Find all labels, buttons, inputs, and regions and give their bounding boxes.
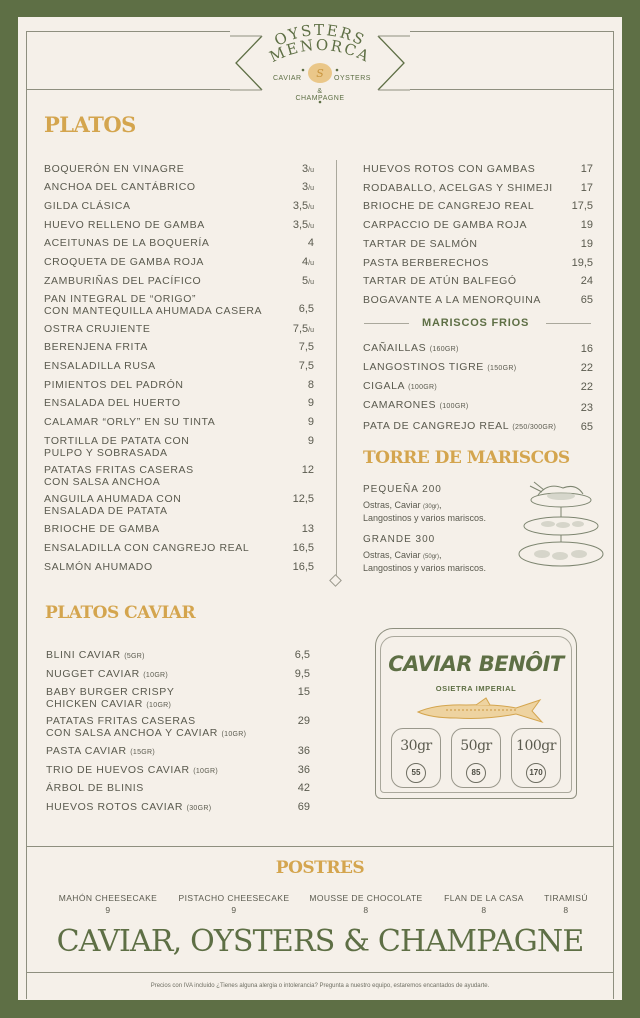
menu-item-name: BERENJENA FRITA: [44, 341, 148, 353]
mariscos-rule-left: [364, 323, 409, 324]
menu-item-name: CALAMAR “ORLY” EN SU TINTA: [44, 416, 216, 428]
caviar-tin-price: 170: [526, 763, 546, 783]
svg-text:OYSTERS: OYSTERS: [271, 20, 369, 50]
menu-item-price: 8: [307, 379, 314, 391]
menu-item-price: 19: [580, 219, 593, 232]
menu-item-price: 22: [580, 381, 593, 393]
caviar-benoit-subtitle: OSIETRA IMPERIAL: [435, 684, 517, 693]
menu-item-price: 69: [297, 801, 310, 813]
menu-item-name: TARTAR DE SALMÓN: [363, 237, 478, 250]
menu-item-name: ÁRBOL DE BLINIS: [46, 782, 144, 794]
dessert-name: FLAN DE LA CASA: [444, 893, 524, 903]
menu-item-name: CAÑAILLAS (160GR): [363, 342, 459, 354]
menu-item-price: 6,5: [294, 649, 310, 661]
dessert-name: MOUSSE DE CHOCOLATE: [309, 893, 423, 903]
menu-item-name: CIGALA (100GR): [363, 380, 438, 392]
postres-divider: [26, 846, 614, 847]
menu-item-name: HUEVOS ROTOS CAVIAR (30GR): [46, 801, 212, 813]
menu-item-name: SALMÓN AHUMADO: [44, 561, 153, 573]
dessert-item: [496, 892, 636, 916]
platos-caviar-title: PLATOS CAVIAR: [45, 603, 196, 623]
menu-item-name: PIMIENTOS DEL PADRÓN: [44, 379, 184, 391]
menu-item-price: 65: [580, 293, 593, 306]
menu-item-name: PATATAS FRITAS CASERAS CON SALSA ANCHOA: [44, 464, 194, 488]
caviar-tin-size: 50gr: [460, 738, 492, 754]
menu-item-price: 23: [580, 402, 593, 414]
menu-item-price: 3,5/u: [292, 200, 314, 212]
menu-item-price: 9: [307, 416, 314, 428]
torre-pequena-desc: Ostras, Caviar (30gr), Langostinos y varios mariscos.: [363, 500, 487, 523]
column-divider: [336, 160, 337, 578]
menu-item-name: LANGOSTINOS TIGRE (150GR): [363, 361, 517, 373]
menu-item-name: BOGAVANTE A LA MENORQUINA: [363, 293, 541, 306]
menu-item-name: CAMARONES (100GR): [363, 399, 469, 411]
postres-title: POSTRES: [275, 858, 365, 878]
caviar-tin-size: 100gr: [516, 738, 556, 754]
menu-item-name: BABY BURGER CRISPY CHICKEN CAVIAR (10GR): [46, 686, 175, 710]
menu-item-price: 36: [297, 764, 310, 776]
menu-item-price: 7,5: [298, 360, 314, 372]
menu-item-name: TORTILLA DE PATATA CON PULPO Y SOBRASADA: [44, 435, 190, 459]
menu-item-price: 4/u: [302, 256, 314, 268]
slogan: CAVIAR, OYSTERS & CHAMPAGNE: [56, 924, 584, 959]
dessert-name: TIRAMISÚ: [544, 893, 588, 903]
menu-item-name: RODABALLO, ACELGAS Y SHIMEJI: [363, 181, 553, 194]
menu-item-price: 3/u: [302, 163, 314, 175]
menu-item-price: 3,5/u: [292, 219, 314, 231]
torre-grande-desc: Ostras, Caviar (50gr), Langostinos y varios mariscos.: [363, 550, 487, 573]
menu-item-name: GILDA CLÁSICA: [44, 200, 131, 212]
menu-item-price: 19,5: [571, 256, 593, 269]
menu-item-price: 17,5: [571, 200, 593, 213]
menu-item-name: CROQUETA DE GAMBA ROJA: [44, 256, 205, 268]
dessert-price: 9: [105, 905, 111, 915]
menu-item-price: 42: [297, 782, 310, 794]
menu-item-name: PATA DE CANGREJO REAL (250/300GR): [363, 420, 557, 432]
dessert-item: [164, 892, 304, 916]
footnote: Precios con IVA incluido ¿Tienes alguna alergia o intolerancia? Pregunta a nuestro equipo, estaremos encantados de ayudarte.: [150, 983, 490, 989]
menu-item-price: 29: [297, 715, 310, 727]
menu-item-price: 9: [307, 397, 314, 409]
menu-item-name: CARPACCIO DE GAMBA ROJA: [363, 219, 528, 232]
menu-item-price: 3/u: [302, 181, 314, 193]
menu-item-name: PASTA CAVIAR (15GR): [46, 745, 156, 757]
logo-oysters-tag: OYSTERS: [334, 75, 371, 82]
dessert-price: 8: [363, 905, 369, 915]
menu-item-price: 17: [580, 163, 593, 175]
caviar-benoit-title: CAVIAR BENÔIT: [388, 652, 564, 676]
menu-item-price: 24: [580, 275, 593, 288]
menu-item-name: ANCHOA DEL CANTÁBRICO: [44, 181, 196, 193]
menu-item-price: 65: [580, 421, 593, 433]
menu-item-name: PASTA BERBERECHOS: [363, 256, 489, 269]
menu-item-name: PAN INTEGRAL DE “ORIGO” CON MANTEQUILLA AHUMADA CASERA: [44, 293, 263, 317]
platos-title: PLATOS: [44, 112, 136, 137]
sturgeon-icon: [416, 696, 546, 726]
dessert-price: 8: [481, 905, 487, 915]
menu-item-price: 19: [580, 237, 593, 250]
menu-item-price: 16,5: [292, 561, 314, 573]
dessert-price: 9: [231, 905, 237, 915]
menu-item-price: 15: [297, 686, 310, 698]
menu-item-price: 16: [580, 343, 593, 355]
logo-champagne-tag: & CHAMPAGNE: [295, 88, 345, 102]
logo-caviar-tag: CAVIAR: [273, 75, 302, 82]
menu-item-price: 17: [580, 181, 593, 194]
menu-item-name: PATATAS FRITAS CASERAS CON SALSA ANCHOA Y CAVIAR (10GR): [46, 715, 247, 739]
torre-pequena-label: PEQUEÑA 200: [363, 484, 442, 495]
menu-item-name: BOQUERÓN EN VINAGRE: [44, 163, 185, 175]
torre-title: TORRE DE MARISCOS: [363, 448, 570, 468]
seafood-tower-icon: [518, 478, 604, 573]
caviar-tin-price: 85: [466, 763, 486, 783]
caviar-tin-price: 55: [406, 763, 426, 783]
menu-item-name: HUEVOS ROTOS CON GAMBAS: [363, 163, 536, 175]
menu-item-price: 22: [580, 362, 593, 374]
mariscos-rule-right: [546, 323, 591, 324]
menu-item-name: TRIO DE HUEVOS CAVIAR (10GR): [46, 764, 218, 776]
menu-item-price: 16,5: [292, 542, 314, 554]
menu-item-price: 13: [301, 523, 314, 535]
menu-item-price: 12,5: [292, 493, 314, 505]
dessert-price: 8: [563, 905, 569, 915]
menu-item-name: ACEITUNAS DE LA BOQUERÍA: [44, 237, 210, 249]
menu-item-name: OSTRA CRUJIENTE: [44, 323, 151, 335]
menu-item-price: 4: [307, 237, 314, 249]
menu-item-name: ANGUILA AHUMADA CON ENSALADA DE PATATA: [44, 493, 182, 517]
svg-text:S: S: [316, 67, 324, 80]
menu-item-price: 7,5/u: [292, 323, 314, 335]
dessert-name: PISTACHO CHEESECAKE: [178, 893, 290, 903]
menu-item-name: ENSALADA DEL HUERTO: [44, 397, 181, 409]
menu-item-price: 9: [307, 435, 314, 447]
dessert-item: [38, 892, 178, 916]
svg-text:MENORCA: MENORCA: [266, 35, 374, 67]
menu-item-name: BRIOCHE DE CANGREJO REAL: [363, 200, 535, 213]
dessert-name: MAHÓN CHEESECAKE: [58, 893, 158, 903]
menu-item-price: 36: [297, 745, 310, 757]
footer-divider: [26, 972, 614, 973]
menu-item-name: ENSALADILLA CON CANGREJO REAL: [44, 542, 250, 554]
menu-item-name: NUGGET CAVIAR (10GR): [46, 668, 169, 680]
torre-grande-label: GRANDE 300: [363, 534, 436, 545]
menu-item-name: ZAMBURIÑAS DEL PACÍFICO: [44, 275, 202, 287]
logo: [230, 18, 410, 106]
menu-item-name: ENSALADILLA RUSA: [44, 360, 156, 372]
menu-item-name: TARTAR DE ATÚN BALFEGÓ: [363, 275, 517, 288]
menu-item-name: BRIOCHE DE GAMBA: [44, 523, 160, 535]
menu-item-price: 9,5: [294, 668, 310, 680]
caviar-tin-size: 30gr: [400, 738, 432, 754]
menu-item-price: 6,5: [298, 303, 314, 315]
menu-item-name: HUEVO RELLENO DE GAMBA: [44, 219, 205, 231]
mariscos-frios-title: MARISCOS FRIOS: [422, 317, 530, 329]
menu-item-price: 12: [301, 464, 314, 476]
menu-item-price: 5/u: [302, 275, 314, 287]
menu-item-price: 7,5: [298, 341, 314, 353]
menu-item-name: BLINI CAVIAR (5GR): [46, 649, 145, 661]
